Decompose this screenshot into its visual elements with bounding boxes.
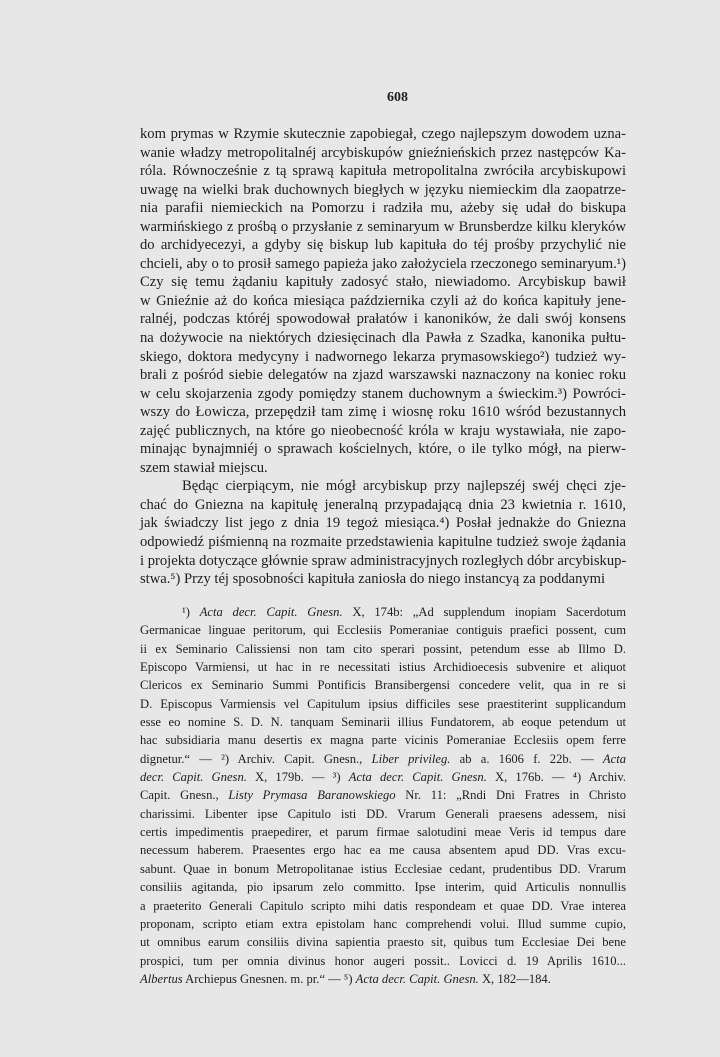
text-line: w celu skojarzenia zgody pomiędzy stanem duchownym a świeckim.³) Powróci- <box>140 385 626 402</box>
text-line: nia parafii niemieckich na Pomorzu i radziła mu, ażeby się udał do biskupa <box>140 200 626 217</box>
text-line: jak świadczy list jego z dnia 19 tegoż miesiąca.⁴) Posłał jednakże do Gniezna <box>140 515 626 532</box>
footnote-text: consiliis agitanda, pio ipsarum zelo committo. Ipse interim, quid Articulis nonnullis <box>140 880 626 895</box>
footnote-text: ab a. 1606 f. 22b. — <box>450 751 603 766</box>
footnote-text: X, 179b. — ³) <box>246 770 349 785</box>
text-line: ralnéj, podczas któréj spowodował prałatów i kanoników, że dali swój konsens <box>140 311 626 328</box>
footnote-line <box>140 823 626 841</box>
footnote-text: ii ex Seminario Calissiensi non tam cito sperari possint, petendum esse ab Illmo D. <box>140 641 626 656</box>
footnote-text: Capit. Gnesn., <box>140 788 229 803</box>
text-line: uwagę na wielki brak duchownych biegłych w języku niemieckim dla zaopatrze- <box>140 181 626 198</box>
footnote-text: Germanicae linguae peritorum, qui Ecclesiis Pomeraniae contiguis praefici possent, cum <box>140 623 626 638</box>
text-line: i projekta dotyczące głównie spraw administracyjnych rozległych dóbr arcybiskup- <box>140 552 627 569</box>
footnote-line <box>140 915 626 933</box>
page-number: 608 <box>387 90 408 105</box>
footnote-line <box>140 750 626 768</box>
footnote-text: Episcopo Varmiensi, ut hac in re necessitati istius Archidioecesis subvenire et aliquot <box>140 660 626 675</box>
text-line: wszy do Łowicza, przepędził tam zimę i wiosnę roku 1610 wśród bezustannych <box>140 404 626 421</box>
footnote-line <box>140 603 626 621</box>
footnote-text: ut omnibus earum consiliis divina sapientia praesto sit, quibus tum Ecclesiae Dei bene <box>140 935 626 950</box>
footnote-line <box>140 878 626 896</box>
footnote-line <box>140 768 626 786</box>
text-line: brali z pośród siebie delegatów na zjazd warszawski naznaczony na koniec roku <box>140 367 626 384</box>
footnote-line <box>140 713 626 731</box>
footnote-line <box>140 640 626 658</box>
footnote-line <box>140 860 626 878</box>
italic-citation: Albertus <box>140 971 183 986</box>
text-line: Będąc cierpiącym, nie mógł arcybiskup przy najlepszéj swéj chęci zje- <box>182 478 626 495</box>
italic-citation: Liber privileg. <box>371 751 451 766</box>
italic-citation: Listy Prymasa Baranowskiego <box>228 788 396 803</box>
footnote-text: esse eo nomine S. D. N. tanquam Seminarii illius Fundatorem, ab eoque petendum ut <box>140 715 626 730</box>
italic-citation: decr. Capit. Gnesn. <box>140 770 247 785</box>
text-line: kom prymas w Rzymie skutecznie zapobiegał, czego najlepszym dowodem uzna- <box>140 126 626 142</box>
text-line: na dożywocie na niektórych dziesięcinach dla Pawła z Szadka, kanonika pułtu- <box>140 330 626 347</box>
footnote-text: ¹) <box>182 605 200 619</box>
footnote-line <box>140 658 626 676</box>
footnote-line <box>140 970 626 988</box>
text-line: Czy się temu żądaniu kapituły zadosyć stało, niewiadomo. Arcybiskup bawił <box>140 274 626 291</box>
footnote-text: X, 174b: „Ad supplendum inopiam Sacerdotum <box>342 605 627 619</box>
italic-citation: Acta decr. Capit. Gnesn. <box>199 605 343 619</box>
footnote-text: dignetur.“ — ²) Archiv. Capit. Gnesn., <box>140 751 372 766</box>
footnote-text: proponam, scripto etiam extra epistolam hanc comprehendi volui. Illud summe cupio, <box>140 916 626 931</box>
footnote-text: X, 182—184. <box>478 971 551 986</box>
footnote-line <box>140 695 626 713</box>
text-line: róla. Równocześnie z tą sprawą kapituła metropolitalna zwróciła arcybiskupowi <box>140 163 626 180</box>
text-line: zajęć publicznych, na które go nieobecność króla w kraju wystawiała, nie zapo- <box>140 422 626 439</box>
footnote-text: charissimi. Libenter ipse Capitulo isti DD. Vrarum Generali praesens adessem, nisi <box>140 806 626 821</box>
italic-citation: Acta decr. Capit. Gnesn. <box>348 770 487 785</box>
footnote-text: Clericos ex Seminario Summi Pontificis Bransibergensi concedere velit, qua in re si <box>140 678 626 693</box>
footnote-line <box>140 621 626 639</box>
footnote-line <box>140 731 626 749</box>
text-line: minając bynajmniéj o sprawach kościelnych, które, o ile tylko mógł, na pierw- <box>140 441 626 458</box>
footnote-line <box>140 933 626 951</box>
footnote-text: a praeterito Generali Capitulo scripto mihi datis respondeam et quae DD. Vrae interea <box>140 898 626 913</box>
text-line: skiego, doktora medycyny i nadwornego lekarza prymasowskiego²) tudzież wy- <box>140 348 626 365</box>
footnote-line <box>140 805 626 823</box>
footnote-line <box>140 897 626 915</box>
text-line: warmińskiego z prośbą o przysłanie z seminaryum w Brunsberdze kilku kleryków <box>140 218 626 235</box>
footnote-line <box>140 676 626 694</box>
text-line: wanie władzy metropolitalnéj arcybiskupów gnieźnieńskich przez następców Ka- <box>140 144 626 161</box>
footnote-text: Archiepus Gnesnen. m. pr.“ — ⁵) <box>182 971 356 986</box>
footnotes <box>140 603 626 988</box>
italic-citation: Acta decr. Capit. Gnesn. <box>355 971 479 986</box>
italic-citation: Acta <box>602 751 627 766</box>
footnote-text: X, 176b. — ⁴) Archiv. <box>486 770 626 785</box>
text-line: do archidyecezyi, a gdyby się biskup lub kapituła do téj prośby przychylić nie <box>140 237 626 254</box>
text-line: stwa.⁵) Przy téj sposobności kapituła zaniosła do niego instancyą za poddanymi <box>140 571 606 588</box>
text-line: w Gnieźnie aż do końca miesiąca października czyli aż do końca kapituły jene- <box>140 292 626 309</box>
footnote-text: sabunt. Quae in bonum Metropolitanae istius Ecclesiae cedant, prudentibus DD. Vrarum <box>140 861 626 876</box>
main-text <box>140 125 626 589</box>
footnote-text: D. Episcopus Varmiensis vel Capitulum ipsius difficiles sese praestiterint supplicandum <box>140 696 626 711</box>
footnote-text: hac subsidiaria manu desertis ex magna parte vicinis Pomeraniae Ecclesiis opem ferre <box>140 733 626 748</box>
footnote-line <box>140 952 626 970</box>
footnote-line <box>140 841 626 859</box>
text-line: szem stawiał miejscu. <box>140 459 268 476</box>
footnote-text: certis impedimentis praepedirer, et parum firmae salotudini meae Veris id tempus dare <box>140 825 626 840</box>
footnote-text: Nr. 11: „Rndi Dni Fratres in Christo <box>395 788 626 803</box>
footnote-line <box>140 786 626 804</box>
footnote-text: necessum haberem. Praesentes ergo hac ea me causa absentem apud DD. Vras excu- <box>140 843 626 858</box>
text-line: odpowiedź piśmienną na rozmaite przedstawienia kapitulne tudzież swoje żądania <box>140 534 626 551</box>
text-line: chcieli, aby o to prosił samego papieża jako założyciela rzeczonego seminaryum.¹) <box>140 255 626 272</box>
text-line: chać do Gniezna na kapitułę jeneralną przypadającą dnia 23 kwietnia r. 1610, <box>140 496 626 513</box>
footnote-text: prospici, tum per omnia divinus honor augeri possit.. Lovicci d. 19 Aprilis 1610... <box>140 953 626 968</box>
